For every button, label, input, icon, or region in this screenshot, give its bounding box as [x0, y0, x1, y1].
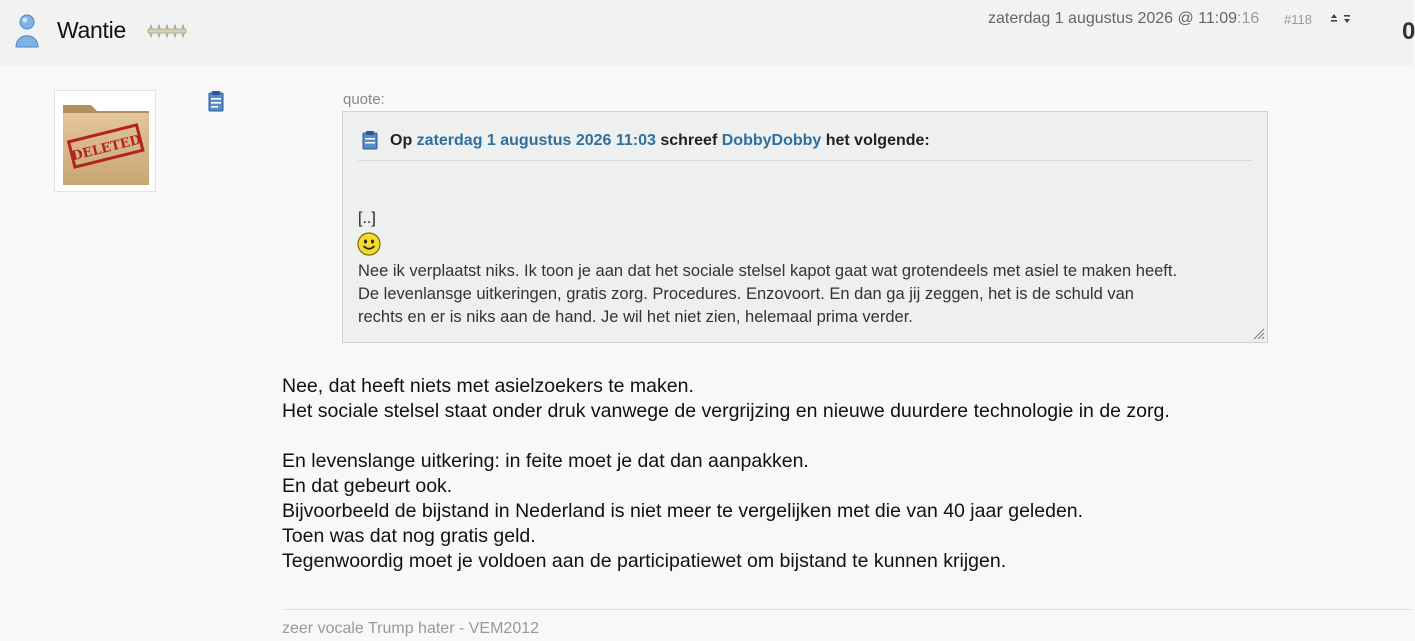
post-message [282, 374, 1382, 574]
avatar[interactable] [54, 90, 156, 192]
quote-middle: schreef [660, 132, 718, 149]
quote-prefix: Op [390, 132, 413, 149]
signature-divider [282, 609, 1413, 610]
message-line: Nee, dat heeft niets met asielzoekers te maken. [282, 375, 694, 397]
quote-ellipsis: [..] [358, 210, 376, 227]
message-line [282, 424, 1382, 449]
quote-body-line: Nee ik verplaatst niks. Ik toon je aan dat het sociale stelsel kapot gaat wat grotendeels met asiel te maken heeft. [358, 262, 1178, 280]
quote-author-link[interactable]: DobbyDobby [721, 132, 822, 149]
message-line: En levenslange uitkering: in feite moet je dat dan aanpakken. [282, 450, 809, 472]
avatar-image [61, 97, 151, 187]
post-date-main: zaterdag 1 augustus 2026 @ 11:09 [988, 10, 1238, 27]
quote-body [358, 260, 1258, 329]
quote-body-line: rechts en er is niks aan de hand. Je wil het niet zien, helemaal prima verder. [358, 308, 913, 326]
resize-handle-icon[interactable] [1253, 328, 1265, 340]
post-score: 0 [1402, 18, 1415, 45]
user-signature: zeer vocale Trump hater - VEM2012 [282, 620, 540, 637]
quote-icon [362, 130, 378, 150]
quote-body-line: De levenlansge uitkeringen, gratis zorg. Procedures. Enzovoort. En dan ga jij zeggen, het is de schuld van [358, 285, 1134, 303]
username-link[interactable]: Wantie [57, 17, 126, 43]
rank-stars-icon [146, 22, 188, 40]
post-number-link[interactable]: #118 [1284, 12, 1312, 27]
report-icon[interactable] [207, 90, 225, 112]
up-down-arrows-icon[interactable] [1328, 12, 1354, 26]
message-line: Tegenwoordig moet je voldoen aan de participatiewet om bijstand te kunnen krijgen. [282, 550, 1007, 572]
message-line: Toen was dat nog gratis geld. [282, 525, 536, 547]
user-icon [14, 14, 40, 48]
post-header [0, 0, 1413, 66]
message-line: Bijvoorbeeld de bijstand in Nederland is niet meer te vergelijken met die van 40 jaar geleden. [282, 500, 1084, 522]
message-line: En dat gebeurt ook. [282, 475, 453, 497]
smiley-icon [357, 232, 381, 256]
message-line: Het sociale stelsel staat onder druk vanwege de vergrijzing en nieuwe duurdere technologie in de zorg. [282, 400, 1170, 422]
quote-date-link[interactable]: zaterdag 1 augustus 2026 11:03 [416, 132, 656, 149]
quote-label: quote: [343, 91, 385, 108]
quote-box [342, 111, 1268, 343]
quote-header [358, 130, 1252, 161]
quote-suffix: het volgende: [825, 132, 930, 149]
avatar-stamp-text: DELETED [70, 132, 143, 165]
post-date-seconds: :16 [1237, 10, 1260, 27]
post-date [988, 10, 1259, 28]
